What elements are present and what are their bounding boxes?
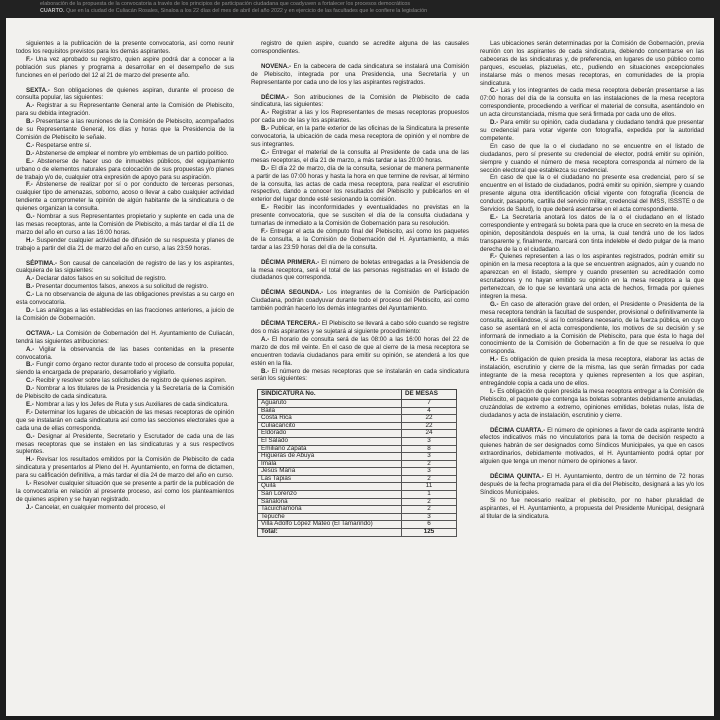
paragraph: A.- Registrar a su Representante General ante la Comisión de Plebiscito, para su debida integración. <box>16 102 234 118</box>
mesas-count: 6 <box>402 521 457 529</box>
paragraph: J.- Cancelar, en cualquier momento del proceso, el <box>26 503 165 511</box>
section-decima-cuarta: DÉCIMA CUARTA.- El número de opiniones a favor de cada aspirante tendrá efectos indicativos más no vinculatorios para la toma de decisión respecto a quienes habrán de ser designados como Síndicos Municipales, ya que en casos extraordinarios, debidamente motivados, el H. Ayuntamiento podrá optar por alguien que tenga un menor número de opiniones a favor. <box>480 426 704 466</box>
section-septima: SÉPTIMA.- Son causal de cancelación de registro de las y los aspirantes, cualquiera de las siguientes: <box>16 259 234 275</box>
sindicatura-name: Aguaruto <box>258 399 402 407</box>
paragraph: D.- Nombrar a los titulares de la Presidencia y la Secretaría de la Comisión de Plebiscito de cada sindicatura. <box>16 385 234 401</box>
table-header-sindicatura: SINDICATURA No. <box>258 390 402 400</box>
section-decima-tercera: DÉCIMA TERCERA.- El Plebiscito se llevará a cabo sólo cuando se registre dos o más aspirantes y se sujetará al siguiente procedimiento: <box>251 320 469 335</box>
paragraph: D.- Para emitir su opinión, cada ciudadana y ciudadano tendrá que presentar su credencial para votar vigente con fotografía, expedida por la autoridad competente. <box>480 119 704 142</box>
sindicatura-name: Las Tapias <box>258 475 402 483</box>
sindicatura-name: San Lorenzo <box>258 491 402 499</box>
mesas-count: 2 <box>402 498 457 506</box>
sindicatura-name: Quilá <box>258 483 402 491</box>
sindicatura-name: Emiliano Zapata <box>258 445 402 453</box>
paragraph: G.- En caso de alteración grave del orden, el Presidente o Presidenta de la mesa receptora tendrán la facultad de suspender, provisional o definitivamente la consulta, auxiliándose, si así lo considera necesario, de la fuerza pública, en cuyo caso se asentará en el acta correspondiente, los motivos de su decisión y se informará de inmediato a la Comisión de Plebiscito, para que ésta lo haga del conocimiento de la Comisión de Gobernación a fin de que se resuelva lo que corresponda. <box>480 300 704 356</box>
paragraph: registro de quien aspire, cuando se acredite alguna de las causales correspondientes. <box>251 40 469 55</box>
section-decima-primera: DÉCIMA PRIMERA.- El número de boletas entregadas a la Presidencia de la mesa receptora, será el total de las personas registradas en el listado de ciudadanos que corresponda. <box>251 258 469 282</box>
paragraph: siguientes a la publicación de la presente convocatoria, así como reunir todos los requisitos previstos para los demás aspirantes. <box>16 40 234 55</box>
total-label: Total: <box>258 529 402 537</box>
paragraph: F.- Entregar el acta de cómputo final del Plebiscito, así como los paquetes de la consulta, a la Comisión de Gobernación del H. Ayuntamiento, a más tardar a las 23:59 horas del día de la consulta. <box>251 227 469 251</box>
table-header-row <box>258 390 457 400</box>
table-row <box>258 399 457 407</box>
table-row <box>258 437 457 445</box>
paragraph: E.- Abstenerse de hacer uso de inmuebles públicos, del equipamiento urbano o de elementos naturales para colocación de sus propuestas y/o planes de trabajo y/o de, cualquier otra expresión de apoyo para su aspiración. <box>16 157 234 181</box>
paragraph: Si no fue necesario realizar el plebiscito, por no haber pluralidad de aspirantes, el H. Ayuntamiento, a propuesta del Presidente Municipal, designará al titular de la sindicatura. <box>480 496 704 520</box>
top-strip-text: Que en la ciudad de Culiacán Rosales, Sinaloa a los 22 días del mes de abril del año 2022 y en ejercicio de las facultades que le confiere la legislación <box>65 7 428 14</box>
column-3 <box>480 40 704 520</box>
paragraph: A.- Registrar a las y los Representantes de mesas receptoras propuestos por cada uno de las y los aspirantes. <box>251 109 469 125</box>
paragraph: B.- Presentar documentos falsos, anexos a su solicitud de registro. <box>26 283 209 291</box>
mesas-count: 3 <box>402 513 457 521</box>
mesas-count: 3 <box>402 437 457 445</box>
paragraph: H.- Suspender cualquier actividad de difusión de su respuesta y planes de trabajo a partir del día 21 de marzo del año en curso, a las 23:59 horas. <box>16 236 234 252</box>
paragraph: F.- Una vez aprobado su registro, quien aspire podrá dar a conocer a la población sus planes y programa a desarrollar en el desempeño de sus funciones en el período del 12 al 21 de marzo del presente año. <box>16 55 234 79</box>
sindicatura-name: El Salado <box>258 437 402 445</box>
table-header-mesas: DE MESAS <box>402 390 457 400</box>
sindicatura-name: Higueras de Abuya <box>258 453 402 461</box>
paragraph: C.- Entregar el material de la consulta al Presidente de cada una de las mesas receptoras, el día 21 de marzo, a más tardar a las 20:00 horas. <box>251 148 469 164</box>
mesas-count: 2 <box>402 475 457 483</box>
sindicatura-name: Imala <box>258 460 402 468</box>
paragraph: F.- Abstenerse de realizar por sí o por conducto de terceras personas, cualquier tipo de amenazas, soborno, acoso o llevar a cabo cualquier actividad tendiente a comprometer la opinión de algún habitante de la sindicatura o de quienes organizan la consulta. <box>16 181 234 213</box>
paragraph: B.- Publicar, en la parte exterior de las oficinas de la Sindicatura la presente convocatoria, la ubicación de cada mesa receptora de opinión y el nombre de sus integrantes. <box>251 125 469 148</box>
paragraph: D.- El día 22 de marzo, día de la consulta, sesionar de manera permanente a partir de las 07:00 horas y hasta la hora en que termine de revisar, al término de la consulta, las actas de cada mesa receptora, para realizar el escrutinio respectivo, dando a conocer los resultados del Plebiscito y publicarlos en el exterior del lugar donde esté sesionando la comisión. <box>251 164 469 204</box>
paragraph: A.- El horario de consulta será de las 08:00 a las 16:00 horas del 22 de marzo de dos mil veinte. En el caso de que al cierre de la mesa receptora se encuentren todavía ciudadanos para emitir su opinión, se atenderá a los que estén en la fila. <box>251 335 469 367</box>
paragraph: A.- Vigilar la observancia de las bases contenidas en la presente convocatoria. <box>16 345 234 361</box>
paragraph: I.- Resolver cualquier situación que se presente a partir de la publicación de la convocatoria en relación al presente proceso, así como los planteamientos de quienes aspiren y se hayan registrado. <box>16 480 234 503</box>
paragraph: H.- Revisar los resultados emitidos por la Comisión de Plebiscito de cada sindicatura y presentarlos al Pleno del H. Ayuntamiento, en forma de dictamen, para su calificación definitiva, a más tardar el día 24 de marzo del año en curso. <box>16 456 234 480</box>
sindicatura-name: Costa Rica <box>258 415 402 423</box>
mesas-count: 4 <box>402 407 457 415</box>
sindicatura-name: Tacuichamona <box>258 506 402 514</box>
total-value: 125 <box>402 529 457 537</box>
paragraph: Las ubicaciones serán determinadas por la Comisión de Gobernación, previa reunión con los aspirantes de cada sindicatura, debiendo concentrarse en las cabeceras de las sindicaturas y, de preferencia, en lugares de uso público como parques, escuelas, plazuelas, etc., pudiendo en situaciones excepcionales instalarse más o menos mesas receptoras, en comunidades de la propia sindicatura. <box>480 40 704 87</box>
sindicatura-name: Sanalona <box>258 498 402 506</box>
paragraph: F.- Quienes representen a las o los aspirantes registrados, podrán emitir su opinión en la mesa receptora a la que se encuentren asignados, aún y cuando no aparezcan en el listado, siempre y cuando presenten su acreditación como escrutadores y no hayan emitido su opinión en la mesa receptora a la que pertenezcan, de lo que se levantará una acta de hechos, firmada por quienes integren la mesa. <box>480 253 704 300</box>
column-2 <box>251 40 469 537</box>
paragraph: E.- Nombrar a las y los Jefes de Ruta y sus Auxiliares de cada sindicatura. <box>26 400 229 408</box>
paragraph: En caso de que la o el ciudadano no se encuentre en el listado de ciudadanos, pero sí presente su credencial de elector, podrá emitir su opinión, siempre y cuando el número de mesa receptora corresponda al número de la sección electoral que establezca su credencial. <box>480 142 704 174</box>
paragraph: H.- Es obligación de quien presida la mesa receptora, elaborar las actas de instalación, escrutinio y cierre de la misma, las que serán firmadas por cada integrante de la mesa receptora y quienes representen a los que aspiran, entregándole copia a cada uno de ellos. <box>480 356 704 387</box>
paragraph: B.- Presentarse a las reuniones de la Comisión de Plebiscito, acompañados de su Representante General, los días y horas que la Presidencia de la Comisión de Plebiscito le señale. <box>16 118 234 141</box>
paragraph: I.- Es obligación de quien presida la mesa receptora entregar a la Comisión de Plebiscito, el paquete que contenga las boletas sobrantes debidamente anuladas, cruzándolas de extremo a extremo, opiniones emitidas, boletas nulas, lista de ciudadanos y acta de instalación, escrutinio y cierre. <box>480 387 704 419</box>
paragraph: G.- Designar al Presidente, Secretario y Escrutador de cada una de las mesas receptoras que se instalen en las sindicaturas y a sus respectivos suplentes. <box>16 432 234 456</box>
paragraph: C.- Recibir y resolver sobre las solicitudes de registro de quienes aspiren. <box>26 377 227 385</box>
paragraph: A.- Declarar datos falsos en su solicitud de registro. <box>26 275 167 283</box>
mesas-table <box>257 389 457 536</box>
paragraph: E.- Recibir las inconformidades y eventualidades no previstas en la presente convocatoria, que se susciten el día de la consulta ciudadana y turnarlas de inmediato a la Comisión de Gobernación para su resolución. <box>251 204 469 228</box>
sindicatura-name: Tepuche <box>258 513 402 521</box>
mesas-count: 11 <box>402 483 457 491</box>
section-novena: NOVENA.- En la cabecera de cada sindicatura se instalará una Comisión de Plebiscito, integrada por una Presidencia, una Secretaría y un Representante por cada uno de los y las aspirantes registrados. <box>251 62 469 86</box>
paragraph: B.- El número de mesas receptoras que se instalarán en cada sindicatura serán los siguientes: <box>251 367 469 383</box>
mesas-count: 24 <box>402 430 457 438</box>
top-strip-label: CUARTO. <box>40 7 65 14</box>
mesas-count: 22 <box>402 422 457 430</box>
top-strip <box>0 0 720 20</box>
section-decima-segunda: DÉCIMA SEGUNDA.- Los integrantes de la Comisión de Participación Ciudadana, podrán coadyuvar durante todo el proceso del Plebiscito, así como también podrán hacerlo los demás integrantes del Ayuntamiento. <box>251 289 470 313</box>
mesas-count: 7 <box>402 399 457 407</box>
section-sexta: SEXTA.- Son obligaciones de quienes aspiran, durante el proceso de consulta popular, las siguientes: <box>16 86 234 102</box>
mesas-count: 22 <box>402 415 457 423</box>
sindicatura-name: Villa Adolfo López Mateo (El Tamarindo) <box>258 521 402 529</box>
top-strip-line-2 <box>40 8 680 15</box>
sindicatura-name: Eldorado <box>258 430 402 438</box>
sindicatura-name: Jesús María <box>258 468 402 476</box>
mesas-count: 2 <box>402 460 457 468</box>
mesas-count: 2 <box>402 506 457 514</box>
section-decima: DÉCIMA.- Son atribuciones de la Comisión de Plebiscito de cada sindicatura, las siguientes: <box>251 93 469 109</box>
paragraph: B.- Fungir como órgano rector durante todo el proceso de consulta popular, siendo la encargada de preparario, desarrollario y vigilarlo. <box>16 361 234 377</box>
section-decima-quinta: DÉCIMA QUINTA.- El H. Ayuntamiento, dentro de un término de 72 horas después de la fecha programada para el día del Plebiscito, designará a las y/o los Síndicos Municipales. <box>480 473 705 496</box>
sindicatura-name: Baila <box>258 407 402 415</box>
sindicatura-name: Culiacancito <box>258 422 402 430</box>
paragraph: D.- Abstenerse de emplear el nombre y/o emblemas de un partido político. <box>26 149 229 157</box>
paragraph: C.- La no observancia de alguna de las obligaciones previstas a su cargo en esta convocatoria. <box>16 291 234 307</box>
paragraph: E.- La Secretaría anotará los datos de la o el ciudadano en el listado correspondiente y entregará su boleta para que la cruce en secreto en la mesa de opinión, depositándola después en la urna, la cual tendrá uno de los lados transparente y, finalmente, marcará con tinta indeleble el dedo pulgar de la mano derecha de la o el ciudadano. <box>480 213 704 253</box>
mesas-count: 8 <box>402 445 457 453</box>
mesas-count: 3 <box>402 453 457 461</box>
section-octava: OCTAVA.- La Comisión de Gobernación del H. Ayuntamiento de Culiacán, tendrá las siguientes atribuciones: <box>16 329 234 345</box>
table-total-row <box>258 529 457 537</box>
column-1 <box>16 40 234 512</box>
mesas-count: 1 <box>402 491 457 499</box>
top-strip-line-1: elaboración de la propuesta de la convocatoria a través de los principios de participación ciudadana que coadyuven a fortalecer los procesos democráticos <box>40 1 411 7</box>
paragraph: D.- Las análogas a las establecidas en las fracciones anteriores, a juicio de la Comisión de Gobernación. <box>16 307 234 322</box>
document-page <box>6 18 714 716</box>
paragraph: G.- Nombrar a sus Representantes propietario y suplente en cada una de las mesas receptoras, ante la Comisión de Plebiscito, a más tardar el día 11 de marzo del año en curso a las 16:00 horas. <box>16 213 234 236</box>
paragraph: C.- Las y los integrantes de cada mesa receptora deberán presentarse a las 07:00 horas del día de la consulta en las instalaciones de la mesa receptora correspondiente, procediendo a verificar el material de consulta, asentándolo en un acta circunstanciada, misma que será firmada por cada uno de ellos. <box>480 87 704 119</box>
paragraph: En caso de que la o el ciudadano no presente esa credencial, pero sí se encuentre en el listado de ciudadanos, podrá emitir su opinión, siempre y cuando presente alguna otra identificación oficial vigente con fotografía (licencia de conducir, pasaporte, cartilla del servicio militar, credencial del IMSS, ISSSTE o de Servicios de Salud), lo que deberá asentarse en el acta correspondiente. <box>480 174 704 214</box>
mesas-count: 3 <box>402 468 457 476</box>
paragraph: C.- Respetarse entre sí. <box>26 141 92 149</box>
paragraph: F.- Determinar los lugares de ubicación de las mesas receptoras de opinión que se instalarán en cada sindicatura así como las secciones electorales que a cada una de ellas corresponda. <box>16 408 234 432</box>
